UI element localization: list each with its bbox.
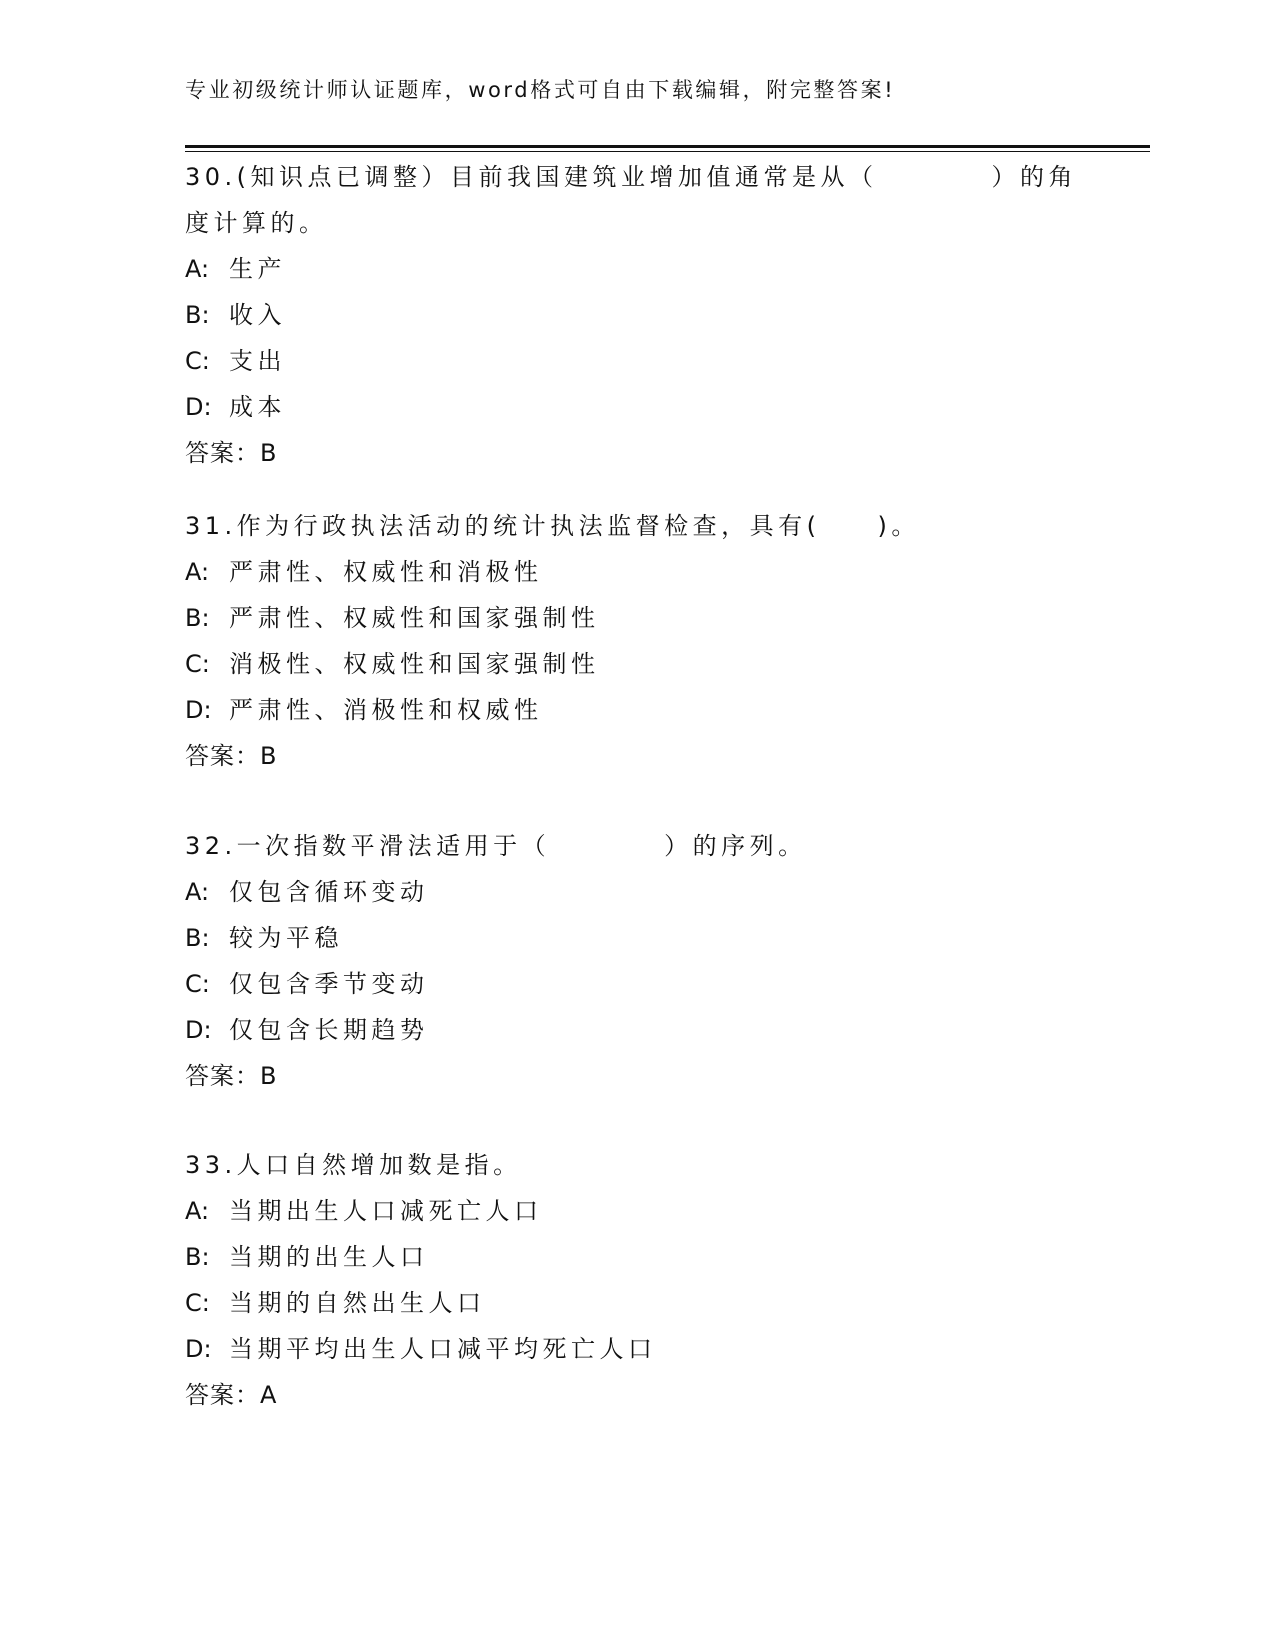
option-d bbox=[185, 687, 1085, 733]
option-text: 仅包含季节变动 bbox=[229, 970, 429, 998]
question-31 bbox=[185, 503, 1085, 779]
question-stem-line: 32.一次指数平滑法适用于（ ）的序列。 bbox=[185, 832, 807, 860]
option-text: 当期出生人口减死亡人口 bbox=[229, 1197, 543, 1225]
option-text: 收入 bbox=[229, 301, 286, 329]
option-key: D: bbox=[185, 393, 212, 421]
option-key: D: bbox=[185, 1016, 212, 1044]
option-a bbox=[185, 549, 1085, 595]
option-a bbox=[185, 1188, 1085, 1234]
option-key: D: bbox=[185, 1335, 212, 1363]
option-c bbox=[185, 961, 1085, 1007]
option-key: D: bbox=[185, 696, 212, 724]
option-text: 当期的自然出生人口 bbox=[229, 1289, 486, 1317]
option-key: B: bbox=[185, 604, 210, 632]
page-header: 专业初级统计师认证题库，word格式可自由下载编辑，附完整答案! bbox=[185, 78, 896, 102]
option-text: 支出 bbox=[229, 347, 286, 375]
option-b bbox=[185, 595, 1085, 641]
option-text: 当期的出生人口 bbox=[229, 1243, 429, 1271]
answer-label: 答案： bbox=[185, 1381, 260, 1409]
option-key: C: bbox=[185, 1289, 210, 1317]
option-key: A: bbox=[185, 1197, 210, 1225]
option-key: C: bbox=[185, 650, 210, 678]
answer-label: 答案： bbox=[185, 742, 260, 770]
option-text: 仅包含循环变动 bbox=[229, 878, 429, 906]
answer-label: 答案： bbox=[185, 439, 260, 467]
option-d bbox=[185, 384, 1085, 430]
option-a bbox=[185, 869, 1085, 915]
option-text: 严肃性、权威性和国家强制性 bbox=[229, 604, 600, 632]
option-c bbox=[185, 1280, 1085, 1326]
question-30 bbox=[185, 154, 1085, 476]
option-key: B: bbox=[185, 1243, 210, 1271]
answer-value: B bbox=[260, 742, 278, 770]
option-key: B: bbox=[185, 924, 210, 952]
option-key: B: bbox=[185, 301, 210, 329]
option-c bbox=[185, 641, 1085, 687]
option-text: 较为平稳 bbox=[229, 924, 343, 952]
option-text: 严肃性、权威性和消极性 bbox=[229, 558, 543, 586]
answer-label: 答案： bbox=[185, 1062, 260, 1090]
header-rule-thick bbox=[185, 145, 1150, 148]
answer-value: B bbox=[260, 1062, 278, 1090]
question-33 bbox=[185, 1142, 1085, 1418]
question-stem-line: 度计算的。 bbox=[185, 209, 328, 237]
option-key: A: bbox=[185, 558, 210, 586]
option-key: A: bbox=[185, 878, 210, 906]
question-32 bbox=[185, 823, 1085, 1099]
answer-line bbox=[185, 430, 1085, 476]
answer-line bbox=[185, 733, 1085, 779]
option-key: C: bbox=[185, 347, 210, 375]
option-text: 消极性、权威性和国家强制性 bbox=[229, 650, 600, 678]
option-d bbox=[185, 1326, 1085, 1372]
option-text: 成本 bbox=[229, 393, 286, 421]
option-b bbox=[185, 1234, 1085, 1280]
option-b bbox=[185, 915, 1085, 961]
option-c bbox=[185, 338, 1085, 384]
answer-line bbox=[185, 1053, 1085, 1099]
option-key: A: bbox=[185, 255, 210, 283]
option-b bbox=[185, 292, 1085, 338]
answer-value: B bbox=[260, 439, 278, 467]
option-text: 当期平均出生人口减平均死亡人口 bbox=[229, 1335, 657, 1363]
question-stem-line: 30.(知识点已调整）目前我国建筑业增加值通常是从（ ）的角 bbox=[185, 163, 1078, 191]
option-text: 生产 bbox=[229, 255, 286, 283]
option-a bbox=[185, 246, 1085, 292]
option-text: 严肃性、消极性和权威性 bbox=[229, 696, 543, 724]
question-stem-line: 33.人口自然增加数是指。 bbox=[185, 1151, 522, 1179]
question-stem-line: 31.作为行政执法活动的统计执法监督检查，具有( )。 bbox=[185, 512, 920, 540]
header-rule-thin bbox=[185, 151, 1150, 152]
answer-line bbox=[185, 1372, 1085, 1418]
option-d bbox=[185, 1007, 1085, 1053]
option-key: C: bbox=[185, 970, 210, 998]
answer-value: A bbox=[260, 1381, 278, 1409]
option-text: 仅包含长期趋势 bbox=[229, 1016, 429, 1044]
